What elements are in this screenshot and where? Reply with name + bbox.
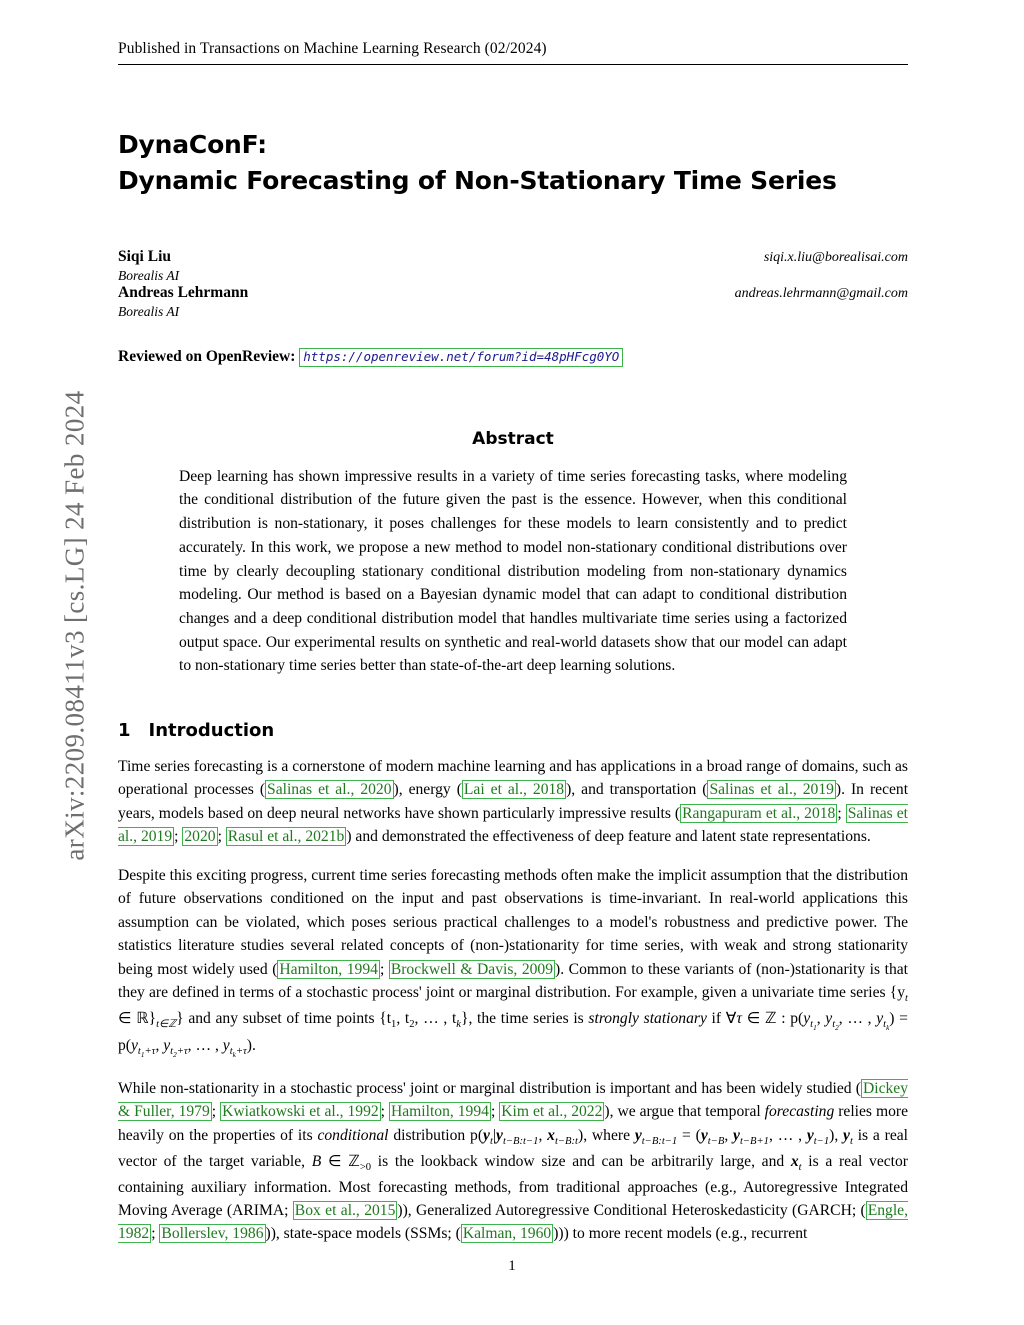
citation-link[interactable]: Rasul et al., 2021b bbox=[227, 828, 345, 846]
text-run: ), and transportation ( bbox=[566, 781, 708, 799]
text-run: ). In recent years, models based on deep neural networks have shown particularly impressive results ( bbox=[118, 781, 909, 822]
section-number: 1 bbox=[118, 719, 131, 741]
page-title bbox=[118, 127, 908, 198]
text-run: ), where bbox=[578, 1126, 635, 1144]
text-run: )), state-space models (SSMs; ( bbox=[265, 1225, 461, 1243]
text-run: is a real vector containing auxiliary information. Most forecasting methods, from traditional approaches (e.g., Autoregressive Integrated Moving Average (ARIMA; bbox=[118, 1152, 908, 1219]
author-affiliation: Borealis AI bbox=[118, 304, 180, 319]
openreview-link[interactable]: https://openreview.net/forum?id=48pHFcg0YO bbox=[299, 348, 623, 367]
reviewed-label: Reviewed on OpenReview: bbox=[118, 348, 296, 365]
citation-link[interactable]: Salinas et al., 2020 bbox=[267, 781, 392, 799]
citation-link[interactable]: Rangapuram et al., 2018 bbox=[682, 804, 836, 822]
citation-link[interactable]: Bollerslev, 1986 bbox=[161, 1225, 264, 1243]
citation-link[interactable]: Kalman, 1960 bbox=[462, 1225, 552, 1243]
text-run: }, the time series is bbox=[460, 1010, 589, 1028]
text-run: ). Common to these variants of (non-)stationarity is that they are defined in terms of a stochastic process' joint or marginal distribution. For example, given a univariate time series {y bbox=[118, 960, 908, 1002]
text-run: ), we argue that temporal bbox=[604, 1103, 765, 1121]
text-run: Time series forecasting is a cornerstone of modern machine learning and has applications in a broad range of domains, such as operational processes ( bbox=[118, 757, 908, 799]
citation-link[interactable]: Kim et al., 2022 bbox=[501, 1103, 603, 1121]
citation-link[interactable]: Hamilton, 1994 bbox=[390, 1103, 489, 1121]
text-run: ) and demonstrated the effectiveness of deep feature and latent state representations. bbox=[346, 828, 871, 846]
text-run: )), Generalized Autoregressive Conditional Heteroskedasticity (GARCH; ( bbox=[397, 1201, 866, 1219]
citation-link[interactable]: Lai et al., 2018 bbox=[463, 781, 565, 799]
author-entry-1 bbox=[118, 248, 908, 284]
page-number: 1 bbox=[508, 1258, 516, 1274]
citation-link[interactable]: Brockwell & Davis, 2009 bbox=[390, 960, 554, 978]
citation-link[interactable]: 2020 bbox=[184, 828, 216, 846]
reviewed-on-openreview bbox=[118, 348, 908, 367]
text-run: relies more heavily on the properties of its bbox=[118, 1103, 909, 1144]
abstract-text: Deep learning has shown impressive results in a variety of time series forecasting tasks, where modeling the conditional distribution of the future given the past is the essence. However, when this conditional distribution is non-stationary, it poses challenges for these models to learn consistently and to predict accurately. In this work, we propose a new method to model non-stationary conditional distributions over time by clearly decoupling stationary conditional distribution modeling from non-stationary dynamics modeling. Our method is based on a Bayesian dynamic model that can adapt to conditional distribution changes and a deep conditional distribution model that handles multivariate time series using a factorized output space. Our experimental results on synthetic and real-world datasets show that our model can adapt to non-stationary time series better than state-of-the-art deep learning solutions. bbox=[179, 467, 847, 675]
citation-link[interactable]: Box et al., 2015 bbox=[294, 1201, 396, 1219]
text-run: is the lookback window size and can be arbitrarily large, and bbox=[371, 1152, 791, 1170]
text-run-italic: forecasting bbox=[764, 1103, 835, 1121]
text-run: While non-stationarity in a stochastic process' joint or marginal distribution is important and has been widely studied ( bbox=[118, 1079, 861, 1097]
text-run-italic: strongly stationary bbox=[588, 1010, 707, 1028]
paper-content bbox=[118, 40, 908, 1261]
paragraph-1: Time series forecasting is a cornerstone of modern machine learning and has applications in a broad range of domains, such as operational processes ( Salinas et al., 2020 ), energy ( Lai et al., 2018 ), and transportation ( Salinas et al., 2019 ). In recent years, models based on deep neural networks have shown particularly impressive results ( Rangapuram et al., 2018 ; Salinas et al., 2019 ; 2020 ; Rasul et al., 2021b ) and demonstrated the effectiveness of deep feature and latent state representations. bbox=[118, 757, 909, 846]
author-block bbox=[118, 248, 908, 320]
citation-link[interactable]: Engle, 1982 bbox=[118, 1201, 908, 1243]
citation-link[interactable]: Dickey & Fuller, 1979 bbox=[118, 1079, 908, 1121]
section-title: Introduction bbox=[148, 719, 275, 741]
author-entry-2 bbox=[118, 284, 908, 320]
paragraph-2: Despite this exciting progress, current time series forecasting methods often make the implicit assumption that the distribution of future observations conditioned on the input and past observations is time-invariant. In real-world applications this assumption can be violated, which poses serious practical challenges to a model's robustness and predictive power. The statistics literature studies several related concepts of (non-)stationarity for time series, with weak and strong stationarity being most widely used ( Hamilton, 1994 ; Brockwell & Davis, 2009 ). Common to these variants of (non-)stationarity is that they are defined in terms of a stochastic process' joint or marginal distribution. For example, given a univariate time series {$y_t$ ∈ $ℝ\}_{t\in ℤ}$} and any subset of time points {$t_1$, $t_2$, … , $t_k$}, the time series is strongly stationary if ∀τ ∈ ℤ : $p(y_{t_1}$, $y_{t_2}$, … , $y_{t_k}) = p(y_{t_1+\tau}$, $y_{t_2+\tau}$, … , $y_{t_k+\tau}$). bbox=[118, 867, 908, 1060]
abstract-heading: Abstract bbox=[472, 428, 554, 449]
citation-link[interactable]: Kwiatkowski et al., 1992 bbox=[222, 1103, 379, 1121]
author-name: Siqi Liu bbox=[118, 248, 171, 265]
section-heading-introduction bbox=[118, 720, 908, 741]
text-run: Despite this exciting progress, current time series forecasting methods often make the implicit assumption that the distribution of future observations conditioned on the input and past observations is time-invariant. In real-world applications this assumption can be violated, which poses serious practical challenges to a model's robustness and predictive power. The statistics literature studies several related concepts of (non-)stationarity for time series, with weak and strong stationarity being most widely used ( bbox=[118, 867, 908, 978]
paragraph-3: While non-stationarity in a stochastic process' joint or marginal distribution is important and has been widely studied ( Dickey & Fuller, 1979 ; Kwiatkowski et al., 1992 ; Hamilton, 1994 ; Kim et al., 2022 ), we argue that temporal forecasting relies more heavily on the properties of its conditional distribution $p(y_t|y_{t-B:t-1}$, $x_{t-B:t}$), where $y_{t-B:t-1} = (y_{t-B}$, $y_{t-B+1}$, … , $y_{t-1}$), $y_t$ is a real vector of the target variable, B ∈ ℤ$_{>0}$ is the lookback window size and can be arbitrarily large, and $x_t$ is a real vector containing auxiliary information. Most forecasting methods, from traditional approaches (e.g., Autoregressive Integrated Moving Average (ARIMA; Box et al., 2015 )), Generalized Autoregressive Conditional Heteroskedasticity (GARCH; ( Engle, 1982 ; Bollerslev, 1986 )), state-space models (SSMs; ( Kalman, 1960 ))) to more recent models (e.g., recurrent bbox=[118, 1079, 909, 1243]
text-run: } and any subset of time points {t bbox=[176, 1010, 392, 1028]
author-name: Andreas Lehrmann bbox=[118, 284, 249, 301]
citation-link[interactable]: Hamilton, 1994 bbox=[279, 960, 378, 978]
text-run: ))) to more recent models (e.g., recurrent bbox=[553, 1225, 808, 1243]
title-line-1: DynaConF: bbox=[118, 130, 267, 159]
journal-header: Published in Transactions on Machine Learning Research (02/2024) bbox=[118, 40, 908, 65]
author-email[interactable]: andreas.lehrmann@gmail.com bbox=[734, 286, 908, 301]
author-affiliation: Borealis AI bbox=[118, 268, 180, 283]
text-run: is a real vector of the target variable, bbox=[118, 1126, 909, 1170]
citation-link[interactable]: Salinas et al., 2019 bbox=[709, 781, 834, 799]
text-run: distribution p( bbox=[388, 1126, 484, 1144]
author-email[interactable]: siqi.x.liu@borealisai.com bbox=[763, 250, 908, 265]
citation-link[interactable]: Salinas et al., 2019 bbox=[118, 804, 908, 846]
arxiv-identifier-stamp: arXiv:2209.08411v3 [cs.LG] 24 Feb 2024 bbox=[59, 390, 90, 861]
title-line-2: Dynamic Forecasting of Non-Stationary Time Series bbox=[118, 165, 837, 195]
text-run: ), energy ( bbox=[393, 781, 462, 799]
text-run-italic: conditional bbox=[317, 1126, 389, 1144]
text-run: if bbox=[706, 1010, 722, 1028]
